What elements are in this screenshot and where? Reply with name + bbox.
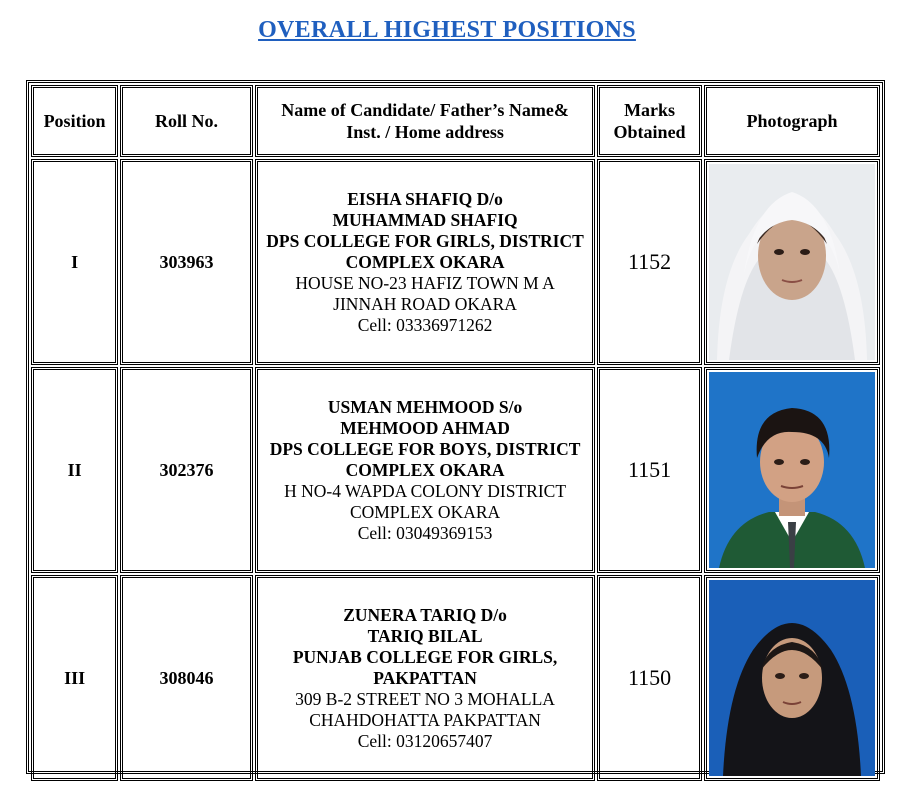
- header-candidate: [255, 85, 595, 157]
- marks-cell: 1150: [597, 575, 702, 781]
- roll-cell: 308046: [120, 575, 253, 781]
- address-line2: JINNAH ROAD OKARA: [333, 293, 517, 314]
- header-marks-line2: Obtained: [613, 122, 686, 142]
- address-line1: 309 B-2 STREET NO 3 MOHALLA: [295, 688, 555, 709]
- cell-number: Cell: 03049369153: [357, 522, 493, 543]
- position-cell: II: [31, 367, 118, 573]
- table-row: [31, 575, 880, 781]
- candidate-cell: [255, 367, 595, 573]
- table-header-row: [31, 85, 880, 157]
- header-marks: [597, 85, 702, 157]
- father-name: TARIQ BILAL: [367, 625, 483, 646]
- position-cell: I: [31, 159, 118, 365]
- address-line2: CHAHDOHATTA PAKPATTAN: [309, 709, 541, 730]
- positions-table: [29, 83, 882, 783]
- institute-line2: PAKPATTAN: [373, 667, 477, 688]
- positions-table-frame: [26, 80, 885, 774]
- page-title: OVERALL HIGHEST POSITIONS: [258, 17, 636, 43]
- table-row: [31, 367, 880, 573]
- header-roll-no: Roll No.: [120, 85, 253, 157]
- candidate-name: ZUNERA TARIQ D/o: [343, 604, 507, 625]
- photo-cell: [704, 575, 880, 781]
- photo-cell: [704, 159, 880, 365]
- institute-line1: DPS COLLEGE FOR GIRLS, DISTRICT: [266, 230, 584, 251]
- address-line1: H NO-4 WAPDA COLONY DISTRICT: [284, 480, 567, 501]
- position-cell: III: [31, 575, 118, 781]
- roll-cell: 302376: [120, 367, 253, 573]
- institute-line1: PUNJAB COLLEGE FOR GIRLS,: [292, 646, 558, 667]
- photo-cell: [704, 367, 880, 573]
- candidate-name: EISHA SHAFIQ D/o: [347, 188, 503, 209]
- header-position: Position: [31, 85, 118, 157]
- institute-line2: COMPLEX OKARA: [345, 459, 505, 480]
- candidate-photo: [709, 580, 875, 776]
- table-row: [31, 159, 880, 365]
- cell-number: Cell: 03336971262: [357, 314, 493, 335]
- header-candidate-line1: Name of Candidate/ Father’s Name&: [281, 100, 569, 120]
- father-name: MEHMOOD AHMAD: [340, 417, 510, 438]
- candidate-cell: [255, 159, 595, 365]
- candidate-name: USMAN MEHMOOD S/o: [327, 396, 523, 417]
- father-name: MUHAMMAD SHAFIQ: [332, 209, 518, 230]
- address-line1: HOUSE NO-23 HAFIZ TOWN M A: [295, 272, 555, 293]
- marks-cell: 1151: [597, 367, 702, 573]
- header-photograph: Photograph: [704, 85, 880, 157]
- cell-number: Cell: 03120657407: [357, 730, 493, 751]
- candidate-photo: [709, 164, 875, 360]
- header-marks-line1: Marks: [624, 100, 676, 120]
- candidate-cell: [255, 575, 595, 781]
- institute-line1: DPS COLLEGE FOR BOYS, DISTRICT: [269, 438, 581, 459]
- header-candidate-line2: Inst. / Home address: [346, 122, 504, 142]
- marks-cell: 1152: [597, 159, 702, 365]
- institute-line2: COMPLEX OKARA: [345, 251, 505, 272]
- address-line2: COMPLEX OKARA: [349, 501, 501, 522]
- roll-cell: 303963: [120, 159, 253, 365]
- candidate-photo: [709, 372, 875, 568]
